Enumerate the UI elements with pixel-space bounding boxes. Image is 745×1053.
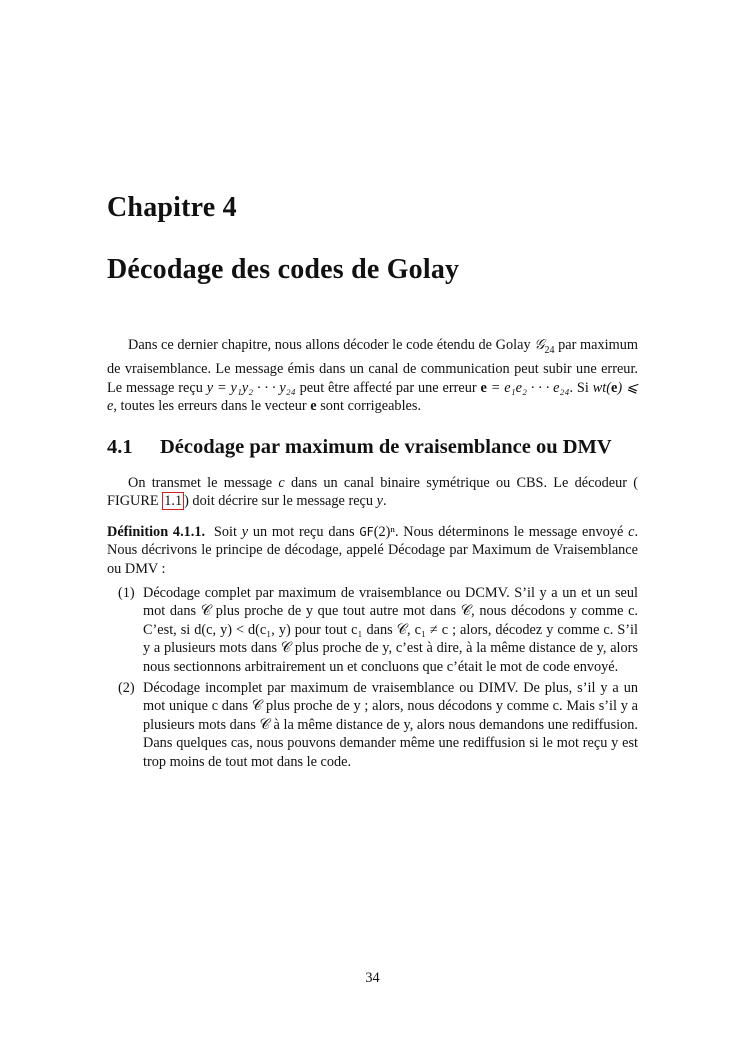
section-title: Décodage par maximum de vraisemblance ou DMV <box>160 436 612 458</box>
list-marker: (1) <box>118 585 135 601</box>
intro-text-6: sont corrigeables. <box>316 398 422 415</box>
weight-vector-symbol: e <box>611 379 618 396</box>
section-text-3: ) doit décrire sur le message reçu <box>184 493 377 510</box>
intro-text-3: peut être affecté par une erreur <box>295 379 481 396</box>
decoding-list <box>107 584 638 774</box>
list-item <box>107 679 638 771</box>
list-item-text: Décodage complet par maximum de vraisemblance ou DCMV. S’il y a un et un seul mot dans 𝒞 plus proche de y que tout autre mot dans 𝒞, nous décodons y comme c. C’est, si d(c, y) < d(c₁, y) pour tout c₁ dans 𝒞, c₁ ≠ c ; alors, décodez y comme c. S’il y a plusieurs mots dans 𝒞 plus proche de y, c’est à dire, à la même distance de y, alors nous sectionnons arbitrairement un et concluons que c’était le mot de code envoyé. <box>143 585 638 675</box>
definition-text-3: . Nous déterminons le message envoyé <box>394 524 629 540</box>
list-item-text: Décodage incomplet par maximum de vraisemblance ou DIMV. De plus, s’il y a un mot unique c dans 𝒞 plus proche de y ; alors, nous décodons y comme c. Mais s’il y a plusieurs mots dans 𝒞 à la même distance de y, alors nous demandons une rediffusion. Dans quelques cas, nous pouvons demander même une rediffusion si le mot reçu y est trop moins de tout mot dans le code. <box>143 680 638 770</box>
intro-text-1: Dans ce dernier chapitre, nous allons décoder le code étendu de Golay <box>128 337 535 353</box>
chapter-title: Décodage des codes de Golay <box>107 254 460 285</box>
variable-c: c <box>278 475 285 491</box>
definition-block <box>107 523 638 578</box>
list-item <box>107 584 638 676</box>
intro-text-4: . Si <box>569 379 593 396</box>
section-number: 4.1 <box>107 436 133 458</box>
error-expression: = e₁e₂ · · · e₂₄ <box>486 379 570 396</box>
figure-reference-link[interactable]: 1.1 <box>164 493 183 510</box>
chapter-label: Chapitre 4 <box>107 192 237 223</box>
section-text-4: . <box>382 493 387 510</box>
section-text-2: dans un canal binaire symétrique ou CBS. Le décodeur ( FIGURE <box>107 475 638 510</box>
list-marker: (2) <box>118 680 135 697</box>
page-number: 34 <box>365 970 380 986</box>
weight-inequality: ) ⩽ e <box>107 379 638 415</box>
definition-label: Définition 4.1.1. <box>107 524 206 540</box>
definition-variable-c: c <box>628 524 635 540</box>
field-name: GF <box>359 525 374 539</box>
intro-paragraph <box>107 336 638 415</box>
definition-text-4: . Nous décrivons le principe de décodage, appelé Décodage par Maximum de Vraisemblance ou DMV : <box>107 524 639 577</box>
section-heading <box>107 436 612 459</box>
definition-text-1: Soit <box>213 524 242 540</box>
section-text-1: On transmet le message <box>128 475 279 491</box>
intro-text-5: , toutes les erreurs dans le vecteur <box>113 398 311 415</box>
definition-variable-y: y <box>241 524 249 540</box>
intro-text-2: par maximum de vraisemblance. Le message émis dans un canal de communication peut subir une erreur. Le message reçu <box>107 337 638 396</box>
golay-symbol: 𝒢 <box>534 337 545 353</box>
variable-y: y <box>376 493 383 510</box>
error-vector-symbol: e <box>480 379 487 396</box>
vector-symbol: e <box>310 398 317 415</box>
definition-text-2: un mot reçu dans <box>248 524 360 540</box>
golay-subscript: 24 <box>544 344 555 356</box>
field-exponent: (2)ⁿ <box>373 524 395 540</box>
weight-expression: wt( <box>592 379 612 396</box>
section-paragraph <box>107 474 638 511</box>
received-expression: y = y₁y₂ · · · y₂₄ <box>206 379 296 396</box>
